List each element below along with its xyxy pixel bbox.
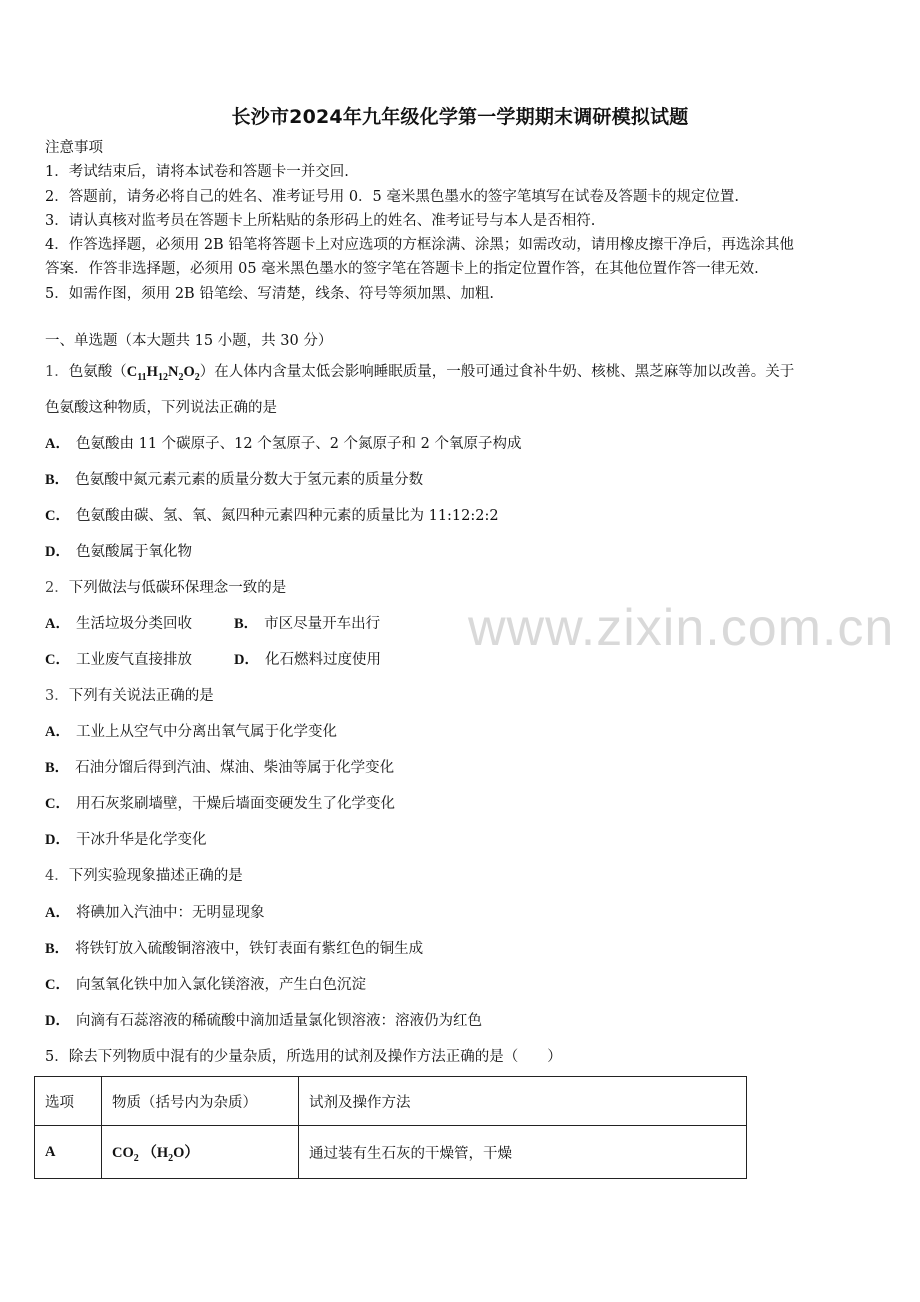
question-4-option-d: D． 向滴有石蕊溶液的稀硫酸中滴加适量氯化钡溶液：溶液仍为红色 xyxy=(45,1013,482,1029)
question-1-option-a: A． 色氨酸由 11 个碳原子、12 个氢原子、2 个氮原子和 2 个氧原子构成 xyxy=(45,436,522,452)
question-1-option-b: B． 色氨酸中氮元素元素的质量分数大于氢元素的质量分数 xyxy=(45,472,424,488)
table-row xyxy=(35,1126,747,1179)
watermark: www.zixin.com.cn xyxy=(468,599,895,657)
table-cell-substance: $CO_2$ $(H_2O)$ xyxy=(102,1126,299,1179)
section-heading: 一、单选题（本大题共 15 小题，共 30 分） xyxy=(45,333,333,349)
question-5-table xyxy=(34,1076,747,1179)
notice-heading: 注意事项 xyxy=(45,140,103,156)
notice-item-5: 5．如需作图，须用 2B 铅笔绘、写清楚，线条、符号等须加黑、加粗. xyxy=(45,286,494,302)
question-3-option-a: A． 工业上从空气中分离出氧气属于化学变化 xyxy=(45,724,337,740)
question-text: 色氨酸（ xyxy=(68,364,127,380)
table-header-row xyxy=(35,1077,747,1126)
question-3-option-d: D． 干冰升华是化学变化 xyxy=(45,832,207,848)
notice-item-2: 2．答题前，请务必将自己的姓名、准考证号用 0．5 毫米黑色墨水的签字笔填写在试卷及答题卡的规定位置. xyxy=(45,189,739,205)
question-3-stem: 3．下列有关说法正确的是 xyxy=(45,688,214,704)
question-text: ）在人体内含量太低会影响睡眠质量，一般可通过食补牛奶、核桃、黑芝麻等加以改善。关于 xyxy=(199,364,795,380)
question-2-option-b: B． 市区尽量开车出行 xyxy=(234,616,381,632)
question-4-stem: 4．下列实验现象描述正确的是 xyxy=(45,868,243,884)
notice-item-1: 1．考试结束后，请将本试卷和答题卡一并交回. xyxy=(45,164,349,180)
question-1-option-d: D． 色氨酸属于氧化物 xyxy=(45,544,192,560)
exam-title: 长沙市2024年九年级化学第一学期期末调研模拟试题 xyxy=(231,106,689,128)
question-3-option-b: B． 石油分馏后得到汽油、煤油、柴油等属于化学变化 xyxy=(45,760,395,776)
question-4-option-b: B． 将铁钉放入硫酸铜溶液中，铁钉表面有紫红色的铜生成 xyxy=(45,941,424,957)
question-1-stem-cont: 色氨酸这种物质，下列说法正确的是 xyxy=(45,400,277,416)
question-4-option-a: A． 将碘加入汽油中：无明显现象 xyxy=(45,905,265,921)
question-2-option-d: D． 化石燃料过度使用 xyxy=(234,652,381,668)
question-number: 1． xyxy=(45,364,69,380)
table-header-cell: 选项 xyxy=(35,1077,102,1126)
question-2-option-a: A． 生活垃圾分类回收 xyxy=(45,616,192,632)
question-1-option-c: C． 色氨酸由碳、氢、氧、氮四种元素四种元素的质量比为 11:12:2:2 xyxy=(45,508,499,524)
question-2-option-c: C． 工业废气直接排放 xyxy=(45,652,192,668)
question-3-option-c: C． 用石灰浆刷墙壁，干燥后墙面变硬发生了化学变化 xyxy=(45,796,395,812)
table-cell-method: 通过装有生石灰的干燥管，干燥 xyxy=(299,1126,747,1179)
table-cell-option: A xyxy=(35,1126,102,1179)
notice-item-4-cont: 答案．作答非选择题，必须用 05 毫米黑色墨水的签字笔在答题卡上的指定位置作答，在其他位置作答一律无效. xyxy=(45,261,759,277)
question-2-stem: 2．下列做法与低碳环保理念一致的是 xyxy=(45,580,287,596)
question-1-stem xyxy=(45,362,794,388)
notice-item-3: 3．请认真核对监考员在答题卡上所粘贴的条形码上的姓名、准考证号与本人是否相符. xyxy=(45,213,596,229)
table-header-cell: 试剂及操作方法 xyxy=(299,1077,747,1126)
question-4-option-c: C． 向氢氧化铁中加入氯化镁溶液，产生白色沉淀 xyxy=(45,977,366,993)
question-5-stem: 5．除去下列物质中混有的少量杂质，所选用的试剂及操作方法正确的是（ ） xyxy=(45,1049,562,1065)
table-header-cell: 物质（括号内为杂质） xyxy=(102,1077,299,1126)
chemical-formula: $C_{11}H_{12}N_2O_2$ xyxy=(126,364,200,383)
notice-item-4: 4．作答选择题，必须用 2B 铅笔将答题卡上对应选项的方框涂满、涂黑；如需改动，请用橡皮擦干净后，再选涂其他 xyxy=(45,237,794,253)
